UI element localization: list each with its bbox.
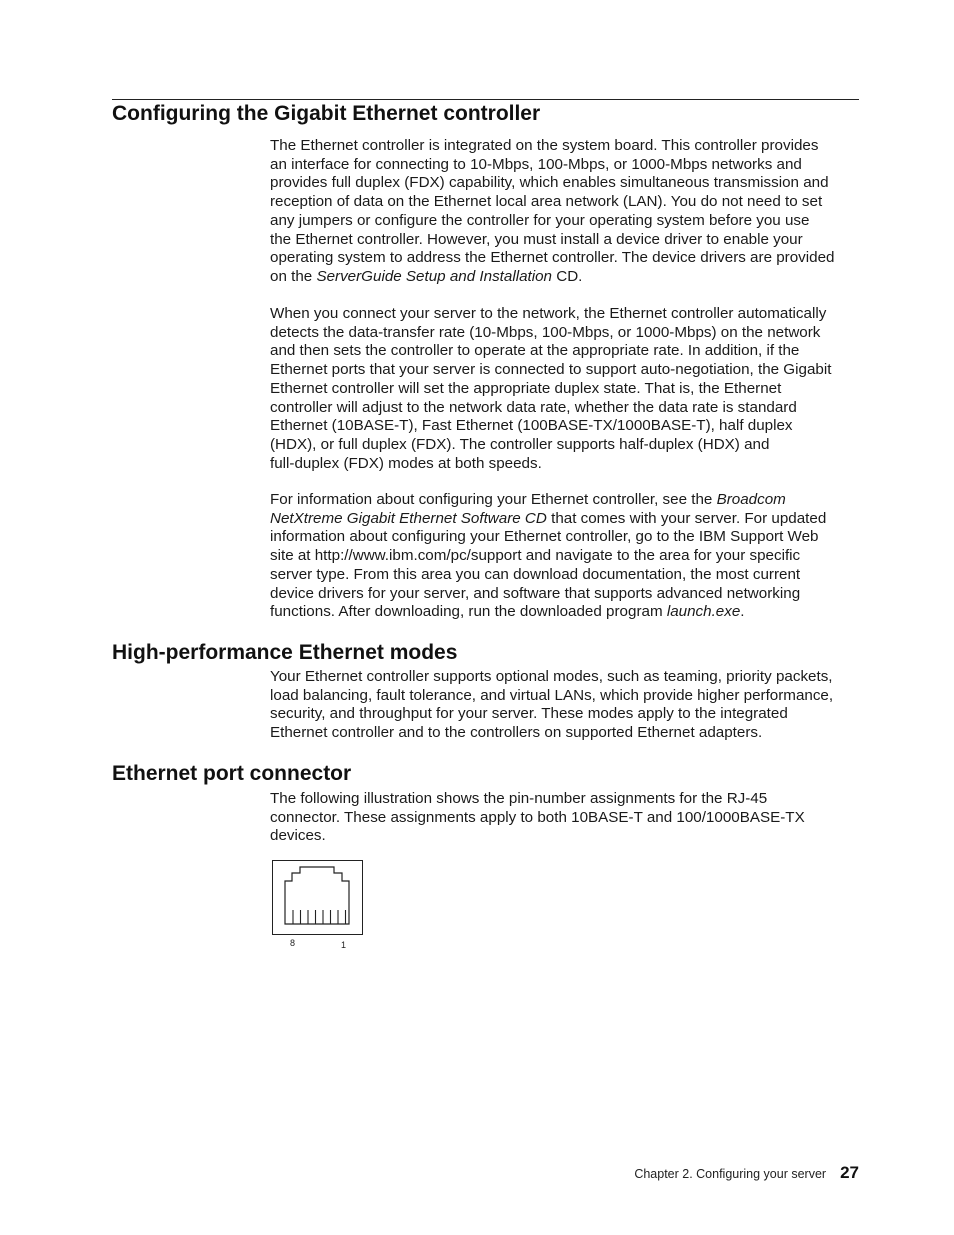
filename-launch-exe: launch.exe [666,603,741,621]
text-line: controller will adjust to the network data rate, whether the data rate is standard [270,398,797,416]
book-title-netxtreme: NetXtreme Gigabit Ethernet Software CD [270,509,547,527]
text-line: load balancing, fault tolerance, and virtual LANs, which provide higher performance, [270,686,834,704]
text-line [270,603,870,622]
paragraph-optional-modes [270,668,870,743]
text-line: full-duplex (FDX) modes at both speeds. [270,454,542,472]
text-line: Ethernet (10BASE-T), Fast Ethernet (100BASE-TX/1000BASE-T), half duplex [270,417,793,435]
top-rule [112,99,859,100]
pin-label-1: 1 [341,940,347,950]
text-line [270,491,870,510]
text-fragment: . [740,603,745,621]
text-line: device drivers for your server, and software that supports advanced networking [270,584,801,602]
text-line: Ethernet controller and to the controllers on supported Ethernet adapters. [270,724,763,742]
text-line: provides full duplex (FDX) capability, which enables simultaneous transmission and [270,174,829,192]
book-title-serverguide: ServerGuide Setup and Installation [316,267,553,285]
footer-chapter-title: Chapter 2. Configuring your server [634,1167,827,1181]
text-fragment: that comes with your server. For updated [546,509,827,527]
text-line: devices. [270,827,326,845]
text-line: When you connect your server to the network, the Ethernet controller automatically [270,305,827,322]
book-title-broadcom: Broadcom [716,491,786,508]
text-fragment: functions. After downloading, run the downloaded program [270,603,667,621]
paragraph-ethernet-controller-intro [270,137,870,287]
rj45-connector-figure [272,860,364,950]
paragraph-pin-assignments [270,790,870,846]
text-line: security, and throughput for your server. These modes apply to the integrated [270,705,788,723]
page-number: 27 [840,1163,859,1182]
text-line: any jumpers or configure the controller for your operating system before you use [270,211,810,229]
text-line: reception of data on the Ethernet local area network (LAN). You do not need to set [270,193,823,211]
text-line: connector. These assignments apply to both 10BASE-T and 100/1000BASE-TX [270,808,805,826]
text-line [270,268,870,287]
paragraph-configuration-info [270,491,870,622]
text-line: and then sets the controller to operate at the appropriate rate. In addition, if the [270,342,800,360]
text-line: Ethernet ports that your server is connected to support auto-negotiation, the Gigabit [270,361,832,379]
text-fragment: CD. [552,267,583,285]
text-line: server type. From this area you can download documentation, the most current [270,565,801,583]
text-line: The following illustration shows the pin-number assignments for the RJ-45 [270,790,768,807]
rj45-connector-icon [272,860,364,936]
text-line: The Ethernet controller is integrated on the system board. This controller provides [270,137,819,154]
heading-ethernet-port-connector: Ethernet port connector [112,762,352,785]
pin-label-8: 8 [290,938,296,948]
text-line: Ethernet controller will set the appropriate duplex state. That is, the Ethernet [270,379,782,397]
text-line: Your Ethernet controller supports optional modes, such as teaming, priority packets, [270,668,833,685]
page-footer [560,1163,859,1185]
text-line: information about configuring your Ethernet controller, go to the IBM Support Web [270,528,819,546]
text-line [270,510,870,529]
text-line: an interface for connecting to 10-Mbps, 100-Mbps, or 1000-Mbps networks and [270,155,802,173]
heading-configuring-gigabit-ethernet: Configuring the Gigabit Ethernet controller [112,102,541,125]
text-line: detects the data-transfer rate (10-Mbps, 100-Mbps, or 1000-Mbps) on the network [270,323,821,341]
text-line: site at http://www.ibm.com/pc/support and navigate to the area for your specific [270,547,801,565]
text-fragment: For information about configuring your Ethernet controller, see the [270,491,717,508]
heading-high-performance-modes: High-performance Ethernet modes [112,641,458,664]
text-line: the Ethernet controller. However, you must install a device driver to enable your [270,230,803,248]
text-line: (HDX), or full duplex (FDX). The controller supports half-duplex (HDX) and [270,435,770,453]
paragraph-network-rate-detection [270,305,870,473]
text-fragment: on the [270,267,317,285]
text-line: operating system to address the Ethernet controller. The device drivers are provided [270,249,835,267]
